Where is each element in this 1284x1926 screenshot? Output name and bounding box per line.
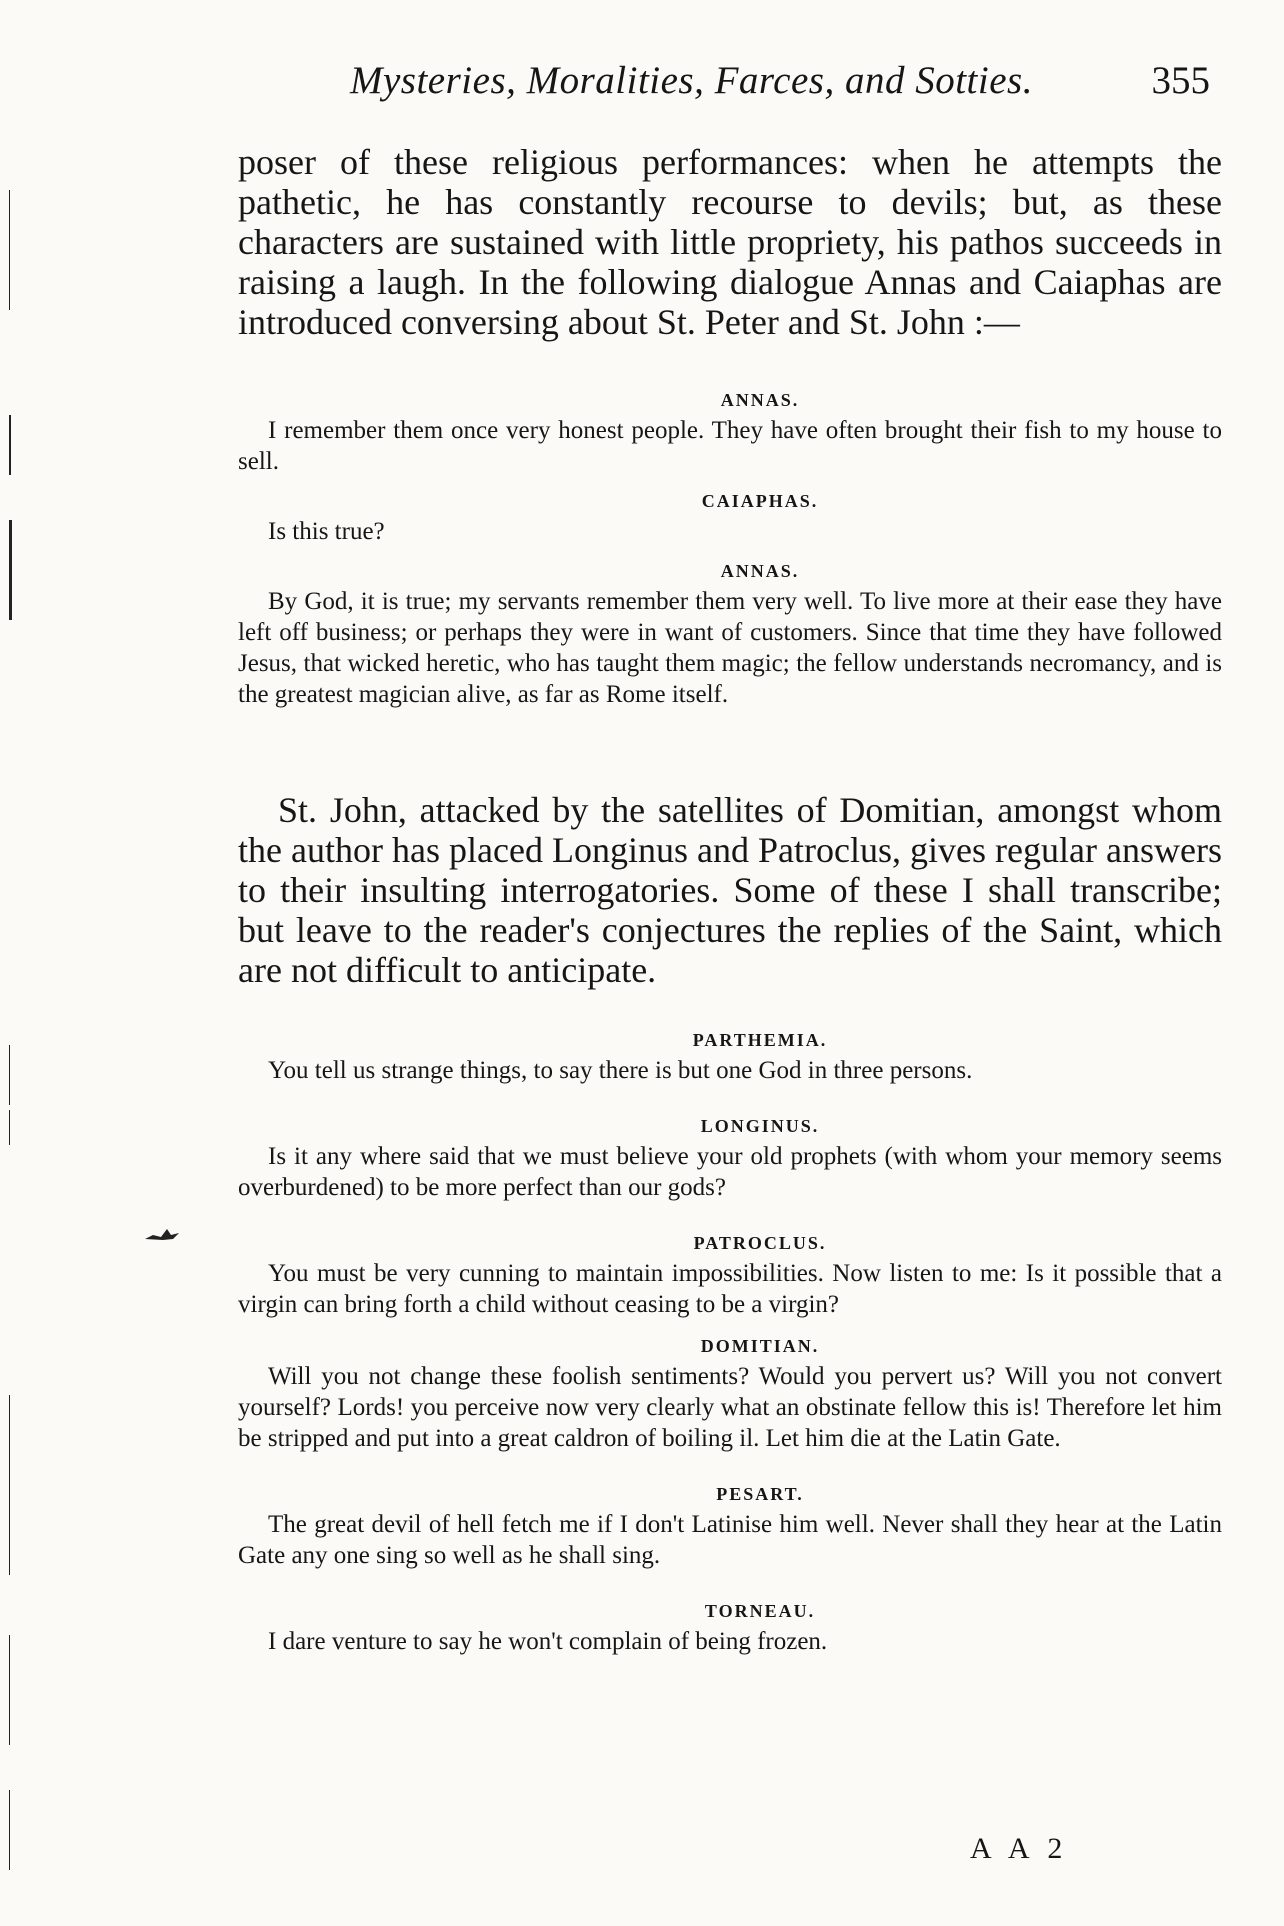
speaker-name: CAIAPHAS. [701,491,819,511]
ink-smudge-icon [143,1225,183,1243]
intro-paragraph-text: poser of these religious performances: when he attempts the pathetic, he has constantly recourse to devils; but, as these characters are sustained with little propriety, his pathos succeeds in raising a laugh. In the following dialogue Annas and Caiaphas are introduced conversing about St. Peter and St. John :— [238,142,1222,342]
speaker-name: DOMITIAN. [700,1336,820,1356]
running-title: Mysteries, Moralities, Farces, and Sotties. [350,59,1033,102]
dialogue-st-john [238,1030,1222,1657]
dialogue-entry [238,1484,1222,1571]
speech-text: Will you not change these foolish sentiments? Would you pervert us? Will you not convert yourself? Lords! you perceive now very clearly what an obstinate fellow this is! Therefore let him be stripped and put into a great caldron of boiling il. Let him die at the Latin Gate. [238,1363,1222,1452]
middle-paragraph-text: St. John, attacked by the satellites of Domitian, amongst whom the author has placed Longinus and Patroclus, gives regular answers to their insulting interrogatories. Some of these I shall transcribe; but leave to the reader's conjectures the replies of the Saint, which are not difficult to anticipate. [238,790,1222,990]
dialogue-entry [238,491,1222,547]
speech-text: I dare venture to say he won't complain of being frozen. [268,1628,828,1655]
scan-margin-mark [9,1395,10,1575]
scan-margin-mark [9,190,10,310]
intro-paragraph [238,142,1222,342]
scan-margin-mark [9,1790,10,1870]
speech-text: You must be very cunning to maintain impossibilities. Now listen to me: Is it possible that a virgin can bring forth a child without ceasing to be a virgin? [238,1260,1222,1318]
speaker-name: PATROCLUS. [693,1233,827,1253]
dialogue-annas-caiaphas [238,390,1222,710]
speech-text: Is it any where said that we must believe your old prophets (with whom your memory seems overburdened) to be more perfect than our gods? [238,1143,1222,1201]
dialogue-entry [238,1233,1222,1320]
speech-text: Is this true? [268,518,385,545]
dialogue-entry [238,1030,1222,1086]
speech-text: The great devil of hell fetch me if I don't Latinise him well. Never shall they hear at the Latin Gate any one sing so well as he shall sing. [238,1511,1222,1569]
scan-margin-mark [9,1635,10,1745]
speaker-name: PARTHEMIA. [692,1030,828,1050]
speaker-name: TORNEAU. [704,1601,816,1621]
dialogue-entry [238,1116,1222,1203]
speaker-name: PESART. [716,1484,804,1504]
dialogue-entry [238,1336,1222,1454]
speaker-name: ANNAS. [720,561,800,581]
scan-margin-mark [9,415,11,475]
dialogue-entry [238,561,1222,710]
page-header [350,58,1222,108]
scan-margin-mark [9,1045,10,1105]
signature-mark: A A 2 [970,1832,1069,1865]
page-number: 355 [1151,59,1210,102]
scan-margin-mark [9,520,12,620]
speech-text: You tell us strange things, to say there is but one God in three persons. [268,1057,973,1084]
scan-margin-mark [9,1110,10,1145]
speech-text: I remember them once very honest people. They have often brought their fish to my house to sell. [238,417,1222,475]
speech-text: By God, it is true; my servants remember them very well. To live more at their ease they have left off business; or perhaps they were in want of customers. Since that time they have followed Jesus, that wicked heretic, who has taught them magic; the fellow understands necromancy, and is the greatest magician alive, as far as Rome itself. [238,588,1222,708]
speaker-name: ANNAS. [720,390,800,410]
middle-paragraph [238,790,1222,990]
speaker-name: LONGINUS. [700,1116,820,1136]
dialogue-entry [238,1601,1222,1657]
dialogue-entry [238,390,1222,477]
